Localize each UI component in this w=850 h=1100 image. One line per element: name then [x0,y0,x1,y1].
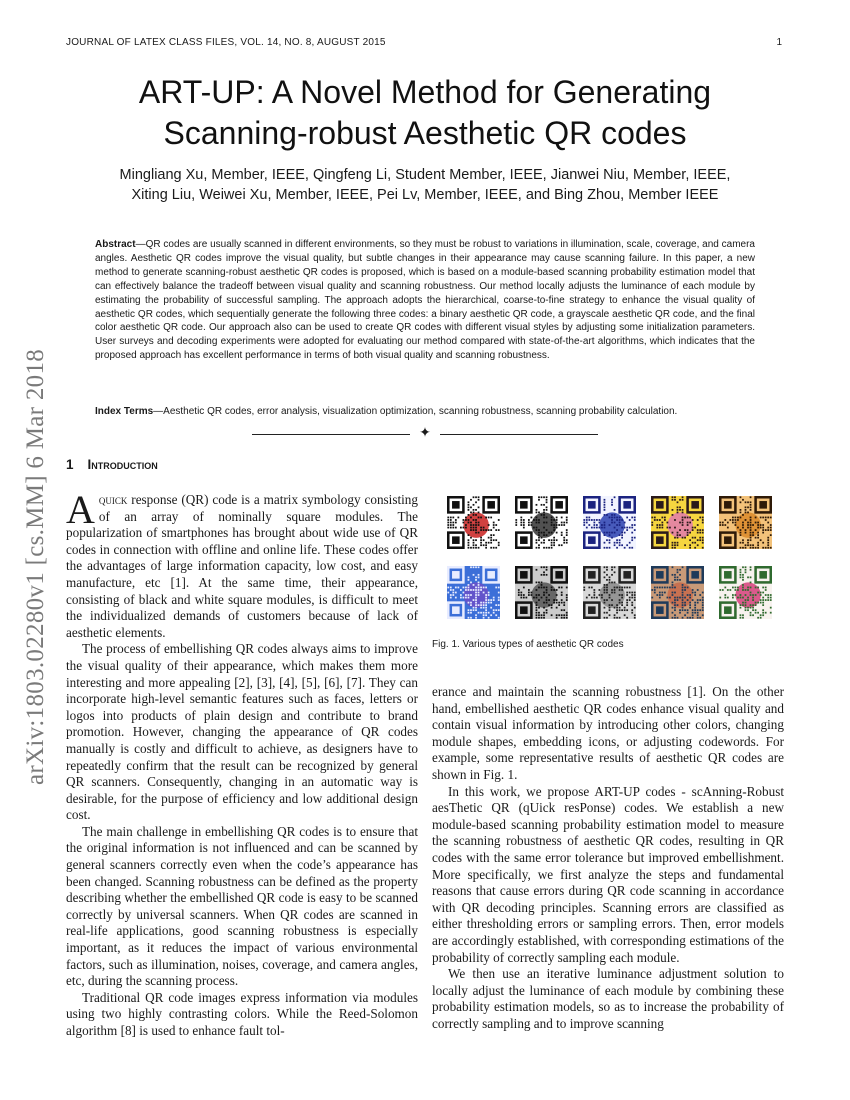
abstract-text: —QR codes are usually scanned in different environments, so they must be robust to variations in illumination, scale, coverage, and camera angles. Aesthetic QR codes improve the visual quality, but subtle changes in their appearance may cause scanning failure. In this paper, a new method to generate scanning-robust aesthetic QR codes is proposed, which is based on a module-based scanning probability estimation model that can effectively balance the tradeoff between visual quality and scanning robustness. Our method locally adjusts the luminance of each module by estimating the probability of successful sampling. The approach adopts the hierarchical, coarse-to-fine strategy to enhance the visual quality of aesthetic QR codes, which sequentially generate the following three codes: a binary aesthetic QR code, a grayscale aesthetic QR code, and the final color aesthetic QR code. Our approach also can be used to create QR codes with different visual styles by adjusting some initialization parameters. User surveys and decoding experiments were adopted for evaluating our method compared with state-of-the-art algorithms, which indicates that the proposed approach has excellent performance in terms of both visual quality and scanning robustness. [95,239,755,362]
right-column [432,684,784,1032]
page-number: 1 [776,37,782,48]
abstract-label: Abstract [95,239,136,250]
intro-paragraph-4: Traditional QR code images express information via modules using two highly contrasting colors. While the Reed-Solomon algorithm [8] is used to enhance fault tol- [66,989,418,1038]
intro-paragraph-1 [66,487,418,641]
title-line-2: Scanning-robust Aesthetic QR codes [163,115,687,151]
qr-plain-image [515,496,568,549]
qr-popart-face-image [651,496,704,549]
intro-paragraph-3: The main challenge in embellishing QR codes is to ensure that the original information is not influenced and can be scanned by general scanners correctly even when the code’s appearance has been changed. Scanning robustness can be defined as the property describing whether the embellished QR code is easy to be scanned correctly by universal scanners. When QR codes are scanned in real-life applications, good scanning robustness is especially important, as it reduces the impact of various environmental factors, such as illumination, noises, coverage, and camera angles, etc, during the scanning process. [66,823,418,989]
lead-word: quick [98,492,128,507]
index-terms-text: —Aesthetic QR codes, error analysis, visualization optimization, scanning robustness, scanning probability calculation. [153,406,678,417]
author-list [66,165,784,205]
running-header: JOURNAL OF LATEX CLASS FILES, VOL. 14, NO. 8, AUGUST 2015 [66,37,386,48]
index-terms-label: Index Terms [95,406,154,417]
qr-thumbnail-1 [447,496,500,549]
section-title: Introduction [87,457,158,472]
authors-line-2: Xiting Liu, Weiwei Xu, Member, IEEE, Pei Lv, Member, IEEE, and Bing Zhou, Member IEEE [131,187,719,203]
qr-color-face-image [651,566,704,619]
paper-title [66,72,784,154]
divider-star-icon: ✦ [419,426,431,441]
right-paragraph-1: erance and maintain the scanning robustness [1]. On the other hand, embellished aesthetic QR codes enhance visual quality and contain visual information by introducing other colors, changing module shapes, embedding icons, or adjusting codewords. For example, some representative results of aesthetic QR codes are shown in Fig. 1. [432,684,784,782]
qr-thumbnail-9 [651,566,704,619]
qr-gray-face-image [583,566,636,619]
paragraph-1-text: response (QR) code is a matrix symbology consisting of an array of nominally square modules. The popularization of smartphones has brought about wide use of QR codes in connection with offline and online life. These codes offer the advantages of large information capacity, low cost, and easy manufacture, etc [1]. At the same time, their appearance, consisting of black and white square modules, is difficult to meet the individualized demands of customers because of lack of aesthetic elements. [66,492,418,640]
qr-thumbnail-5 [719,496,772,549]
right-paragraph-2: In this work, we propose ART-UP codes - scAnning-Robust aesThetic QR (qUick resPonse) codes. We establish a new module-based scanning probability estimation model to measure the scanning robustness of aesthetic QR codes, resulting in QR codes with the same error tolerance but improved embellishment. More specifically, we first analyze the steps and fundamental reasons that cause errors during QR code scanning in accordance with QR decoding principles. Scanning errors are classified as either thresholding errors or sampling errors. Then, error models are accordingly established, with corresponding estimations of the probability of correctly sampling each module. [432,783,784,965]
qr-thumbnail-8 [583,566,636,619]
qr-blue-pattern-image [447,566,500,619]
figure-1-qr-grid [447,496,777,624]
figure-caption: Fig. 1. Various types of aesthetic QR codes [432,639,624,650]
intro-paragraph-2: The process of embellishing QR codes always aims to improve the visual quality of their appearance, which makes them more interesting and more appealing [2], [3], [4], [5], [6], [7]. They can incorporate high-level semantic features such as faces, letters or logos into products of plain design and contribute to brand promotion. However, changing the appearance of QR codes manually is costly and difficult to achieve, as designers have to repeatedly confirm that the result can be recognized by general QR scanners. Consequently, changing in an automatic way is desirable, for the purpose of efficiency and low additional design cost. [66,641,418,823]
qr-dark-halftone-image [515,566,568,619]
qr-thumbnail-4 [651,496,704,549]
qr-thumbnail-2 [515,496,568,549]
qr-thumbnail-6 [447,566,500,619]
abstract [95,238,755,363]
qr-thumbnail-3 [583,496,636,549]
arxiv-identifier: arXiv:1803.02280v1 [cs.MM] 6 Mar 2018 [22,348,49,785]
dropcap-letter: A [66,487,95,532]
qr-floral-image [719,566,772,619]
left-column [66,487,418,1040]
qr-blue-figure-image [583,496,636,549]
authors-line-1: Mingliang Xu, Member, IEEE, Qingfeng Li, Student Member, IEEE, Jianwei Niu, Member, IEEE, [119,167,731,183]
section-number: 1 [66,457,74,472]
index-terms [95,405,755,419]
qr-logo-red-image [447,496,500,549]
qr-thumbnail-7 [515,566,568,619]
divider-line-right [440,434,598,435]
right-paragraph-3: We then use an iterative luminance adjustment solution to locally adjust the luminance of each module by combining these probability estimation models, so as to increase the probability of correctly sampling and to improve scanning [432,966,784,1031]
section-heading [66,457,158,472]
divider-line-left [252,434,410,435]
title-line-1: ART-UP: A Novel Method for Generating [138,74,712,110]
qr-thumbnail-10 [719,566,772,619]
qr-tiger-image [719,496,772,549]
section-divider [252,427,598,441]
